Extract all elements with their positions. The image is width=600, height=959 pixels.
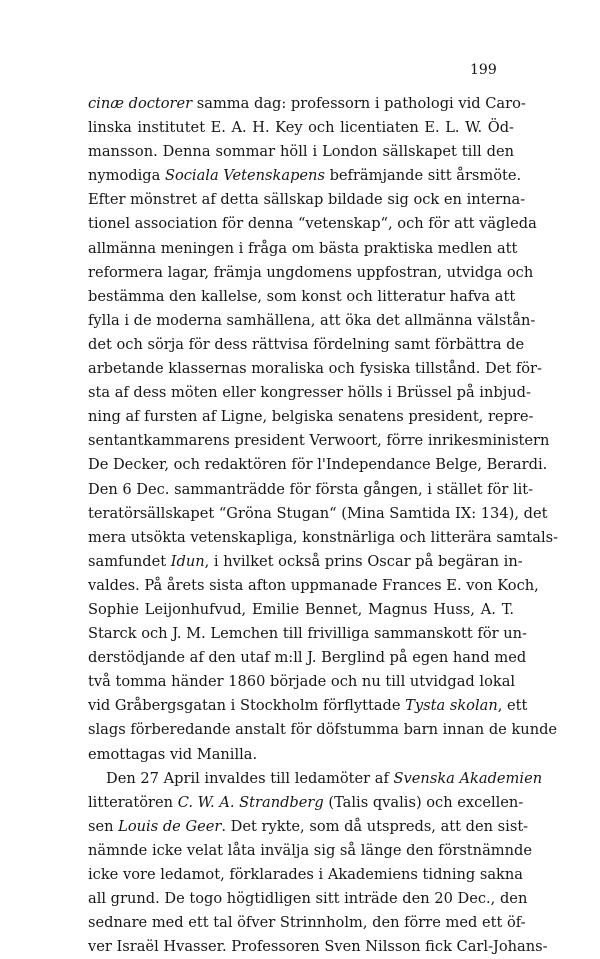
italic-text: Tysta skolan	[405, 697, 498, 715]
line-text: sen	[88, 817, 119, 835]
line-text: , ett	[497, 697, 528, 715]
line-text: nymodiga	[88, 167, 165, 185]
line-text: icke vore ledamot, förklarades i Akademiens tidning sakna	[88, 866, 524, 883]
text-line	[88, 598, 514, 622]
text-line	[88, 429, 550, 453]
italic-text: Sociala Vetenskapens	[164, 167, 325, 185]
text-line	[88, 815, 529, 839]
italic-text: cinæ doctorer	[88, 95, 193, 112]
text-line	[88, 526, 559, 550]
text-line	[88, 405, 534, 429]
line-text: Den 27 April invaldes till ledamöter af	[106, 769, 394, 787]
text-line	[88, 911, 526, 935]
line-text: De Decker, och redaktören för l'Independance Belge, Berardi.	[88, 456, 548, 474]
text-line	[88, 237, 518, 261]
body-text	[88, 92, 559, 959]
line-text: ver Israël Hvasser. Professoren Sven Nilsson fick Carl-Johans-	[88, 938, 548, 956]
line-text: ning af fursten af Ligne, belgiska senatens president, repre-	[88, 408, 534, 426]
line-text: emottagas vid Manilla.	[88, 745, 258, 763]
line-text: nämnde icke velat låta invälja sig så länge den förstnämnde	[88, 841, 532, 859]
line-text: vid Gråbergsgatan i Stockholm förflyttade	[88, 697, 406, 715]
text-line	[88, 357, 542, 381]
text-line	[88, 478, 534, 502]
line-text: befrämjande sitt årsmöte.	[324, 167, 522, 185]
text-line	[88, 502, 548, 526]
line-text: tionel association för denna “vetenskap“, och för att vägleda	[88, 215, 537, 233]
text-line	[88, 309, 536, 333]
italic-text: C. W. A. Strandberg	[177, 793, 324, 811]
text-line	[88, 381, 531, 405]
text-line	[88, 935, 548, 959]
text-line	[88, 164, 522, 188]
text-line	[88, 574, 539, 598]
text-line	[88, 718, 558, 742]
text-line	[88, 694, 528, 718]
line-text: samfundet	[88, 552, 171, 570]
text-line	[88, 622, 527, 646]
line-text: . Det rykte, som då utspreds, att den sist-	[221, 817, 529, 835]
line-text: det och sörja för dess rättvisa fördelning samt förbättra de	[88, 335, 525, 353]
line-text: litteratören	[88, 793, 178, 811]
text-line	[88, 188, 526, 212]
line-text: linska institutet E. A. H. Key och licentiaten E. L. W. Öd-	[88, 119, 514, 137]
line-text: två tomma händer 1860 började och nu till utvidgad lokal	[88, 673, 516, 691]
line-text: sta af dess möten eller kongresser hölls i Brüssel på inbjud-	[88, 384, 531, 402]
text-line	[88, 839, 532, 863]
text-line	[88, 333, 525, 357]
text-line	[88, 261, 534, 285]
italic-text: Svenska Akademien	[393, 769, 543, 787]
line-text: slags förberedande anstalt för döfstumma barn innan de kunde	[88, 721, 558, 739]
text-line	[88, 116, 514, 140]
italic-text: Idun	[170, 552, 205, 570]
line-text: mera utsökta vetenskapliga, konstnärliga och litterära samtals-	[88, 528, 559, 546]
line-text: Efter mönstret af detta sällskap bildade sig ock en interna-	[88, 191, 526, 209]
text-line	[88, 791, 524, 815]
text-line	[88, 550, 523, 574]
line-text: reformera lagar, främja ungdomens uppfostran, utvidga och	[88, 263, 534, 281]
page-number: 199	[470, 62, 497, 78]
line-text: Den 6 Dec. sammanträdde för första gången, i stället för lit-	[88, 480, 534, 498]
line-text: Starck och J. M. Lemchen till frivilliga sammanskott för un-	[88, 625, 527, 643]
text-line	[88, 92, 526, 116]
line-text: fylla i de moderna samhällena, att öka det allmänna välstån-	[88, 311, 536, 329]
text-line	[88, 453, 548, 477]
line-text: derstödjande af den utaf m:ll J. Berglind på egen hand med	[88, 649, 527, 667]
text-line	[88, 767, 543, 791]
text-line	[88, 670, 514, 694]
line-text: samma dag: professorn i pathologi vid Caro-	[192, 95, 526, 112]
text-line	[88, 212, 537, 236]
line-text: bestämma den kallelse, som konst och litteratur hafva att	[88, 287, 516, 305]
line-text: Sophie Leijonhufvud, Emilie Bennet, Magnus Huss, A. T.	[88, 600, 514, 618]
text-line	[88, 887, 528, 911]
text-line	[88, 863, 524, 887]
line-text: allmänna meningen i fråga om bästa praktiska medlen att	[88, 239, 518, 257]
line-text: (Talis qvalis) och excellen-	[323, 793, 524, 811]
line-text: sednare med ett tal öfver Strinnholm, den förre med ett öf-	[88, 914, 526, 932]
line-text: teratörsällskapet “Gröna Stugan“ (Mina Samtida IX: 134), det	[88, 504, 548, 522]
text-line	[88, 646, 527, 670]
text-line	[88, 285, 514, 309]
line-text: all grund. De togo högtidligen sitt inträde den 20 Dec., den	[88, 890, 528, 908]
line-text: sentantkammarens president Verwoort, förre inrikesministern	[88, 432, 550, 450]
italic-text: Louis de Geer	[118, 817, 222, 835]
line-text: arbetande klassernas moraliska och fysiska tillstånd. Det för-	[88, 360, 542, 378]
text-line	[88, 743, 514, 767]
line-text: , i hvilket också prins Oscar på begäran in-	[204, 552, 523, 570]
line-text: mansson. Denna sommar höll i London sällskapet till den	[88, 143, 514, 161]
text-line	[88, 140, 514, 164]
line-text: valdes. På årets sista afton uppmanade Frances E. von Koch,	[88, 576, 539, 594]
